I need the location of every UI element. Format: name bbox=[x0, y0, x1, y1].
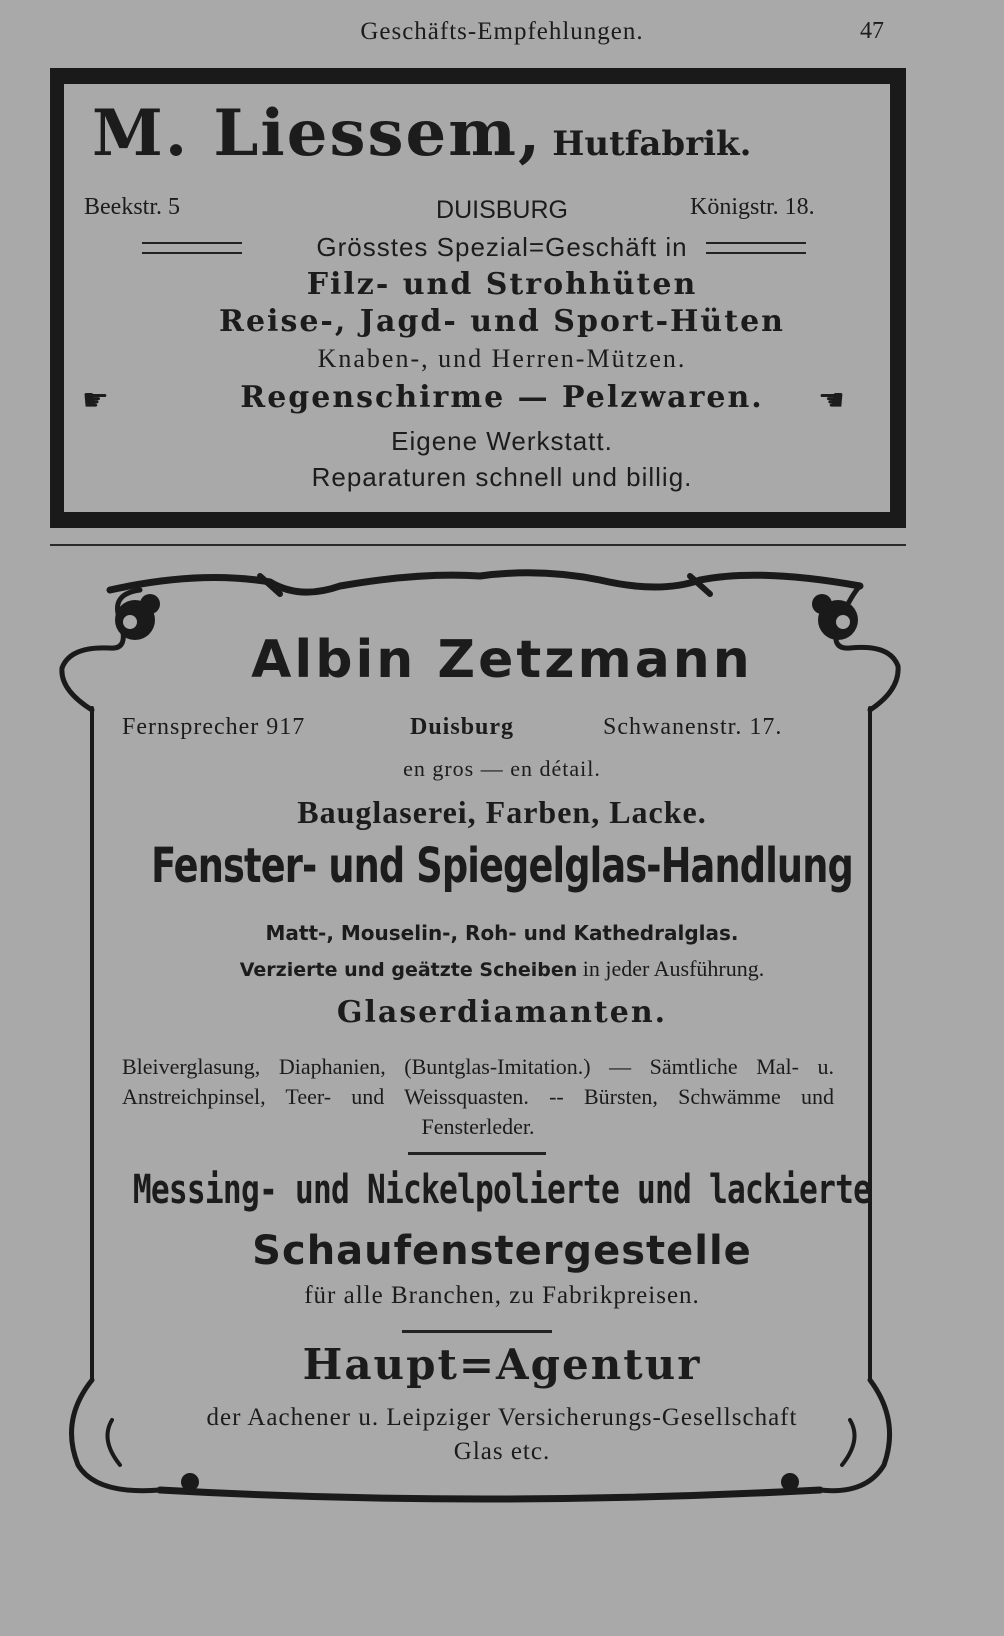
ad2-verziert-rest: in jeder Ausführung. bbox=[577, 956, 765, 981]
ad2-engros: en gros — en détail. bbox=[403, 756, 601, 781]
ad1-largest-line: Grösstes Spezial=Geschäft in bbox=[316, 232, 688, 262]
page-number: 47 bbox=[860, 18, 884, 44]
ad2-bleiverglasung-paragraph: Bleiverglasung, Diaphanien, (Buntglas-Imitation.) — Sämtliche Mal- u. Anstreichpinsel, Teer- und Weissquasten. -- Bürsten, Schwämme und Fensterleder. bbox=[122, 1054, 834, 1139]
ad1-line-eigen: Eigene Werkstatt. bbox=[391, 426, 613, 456]
ad1-line-knaben: Knaben-, und Herren-Mützen. bbox=[317, 344, 687, 373]
ad2-fenster-headline: Fenster- und Spiegelglas-Handlung bbox=[151, 838, 853, 894]
ad1-frame-top bbox=[50, 68, 906, 84]
pointing-hand-right-icon: ☛ bbox=[82, 384, 109, 417]
ad1-address-right: Königstr. 18. bbox=[690, 194, 815, 220]
running-title: Geschäfts-Empfehlungen. bbox=[360, 18, 644, 45]
ad2-city: Duisburg bbox=[410, 714, 515, 740]
ad1-firm-name: M. Liessem, bbox=[92, 96, 543, 171]
ad1-line-filz: Filz- und Strohhüten bbox=[306, 267, 698, 302]
ad2-bauglaserei: Bauglaserei, Farben, Lacke. bbox=[297, 794, 707, 830]
ad1-address-left: Beekstr. 5 bbox=[84, 194, 180, 220]
ad2-aachener-line: der Aachener u. Leipziger Versicherungs-Gesellschaft bbox=[206, 1404, 798, 1431]
ad2-schaufenster-line: Schaufenstergestelle bbox=[252, 1228, 752, 1274]
ad1-city: DUISBURG bbox=[436, 196, 568, 224]
ad1-frame-bottom bbox=[50, 512, 906, 528]
ad2-rule-2 bbox=[402, 1330, 552, 1333]
ad2-glaserdiamanten: Glaserdiamanten. bbox=[336, 995, 668, 1030]
ad2-rule-1 bbox=[408, 1152, 546, 1155]
pointing-hand-left-icon: ☚ bbox=[818, 384, 845, 417]
ad2-matt-line: Matt-, Mouselin-, Roh- und Kathedralglas. bbox=[265, 921, 739, 945]
ad2-verziert-line bbox=[0, 956, 1004, 982]
ad2-verziert-bold: Verzierte und geätzte Scheiben bbox=[239, 959, 578, 981]
ad2-firm-name: Albin Zetzmann bbox=[251, 630, 753, 690]
ad1-title bbox=[92, 96, 892, 171]
ad2-haupt-agentur: Haupt=Agentur bbox=[302, 1340, 702, 1389]
ad1-line-reise: Reise-, Jagd- und Sport-Hüten bbox=[219, 304, 785, 339]
ad1-line-regen: Regenschirme — Pelzwaren. bbox=[240, 380, 764, 415]
separator-rule bbox=[50, 544, 906, 546]
ad1-line-repar: Reparaturen schnell und billig. bbox=[311, 462, 693, 492]
ad1-trade: Hutfabrik. bbox=[552, 124, 752, 164]
ad2-street: Schwanenstr. 17. bbox=[603, 714, 783, 740]
ad2-glas-line: Glas etc. bbox=[453, 1438, 551, 1465]
ad2-messing-line: Messing- und Nickelpolierte und lackierte bbox=[132, 1167, 872, 1213]
ad2-phone: Fernsprecher 917 bbox=[122, 714, 306, 740]
ad1-double-rule-right bbox=[706, 242, 806, 254]
ad2-fuer-line: für alle Branchen, zu Fabrikpreisen. bbox=[304, 1282, 700, 1309]
